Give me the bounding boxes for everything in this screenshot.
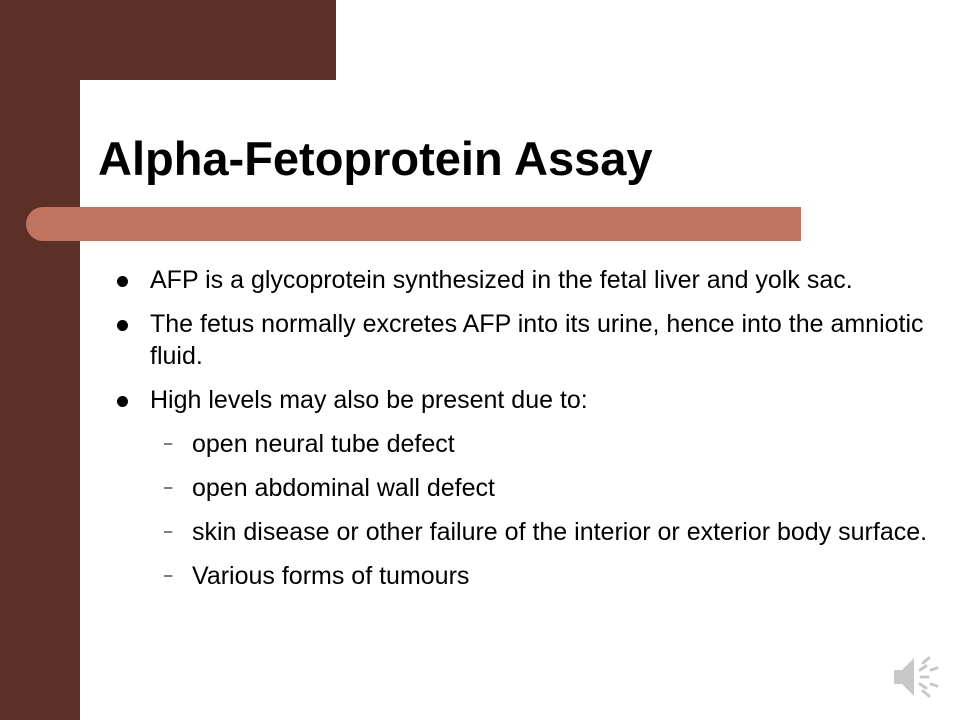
sub-bullet-text: Various forms of tumours	[192, 562, 470, 590]
top-decorative-band	[0, 0, 336, 80]
bullet-list	[112, 264, 932, 604]
bullet-dot	[117, 320, 128, 331]
bullet-item	[112, 308, 932, 372]
bullet-item	[112, 264, 932, 296]
sub-bullet-item	[112, 560, 932, 592]
sub-bullet-text: open neural tube defect	[192, 430, 455, 458]
sub-bullet-item	[112, 428, 932, 460]
sub-bullet-text: skin disease or other failure of the interior or exterior body surface.	[192, 518, 928, 546]
sub-bullet-dash: –	[164, 479, 173, 496]
sub-bullet-item	[112, 516, 932, 548]
bullet-text: AFP is a glycoprotein synthesized in the fetal liver and yolk sac.	[150, 266, 853, 294]
sub-bullet-dash: –	[164, 567, 173, 584]
slide-title: Alpha-Fetoprotein Assay	[98, 132, 653, 185]
sub-bullet-item	[112, 472, 932, 504]
bullet-text: The fetus normally excretes AFP into its urine, hence into the amniotic fluid.	[150, 310, 924, 370]
speaker-icon[interactable]	[892, 654, 942, 700]
left-decorative-band	[0, 0, 80, 720]
bullet-dot	[117, 276, 128, 287]
bullet-dot	[117, 396, 128, 407]
sub-bullet-dash: –	[164, 523, 173, 540]
sub-bullet-text: open abdominal wall defect	[192, 474, 495, 502]
sub-bullet-dash: –	[164, 435, 173, 452]
bullet-item	[112, 384, 932, 416]
bullet-text: High levels may also be present due to:	[150, 386, 588, 414]
title-accent-bar	[26, 207, 801, 241]
